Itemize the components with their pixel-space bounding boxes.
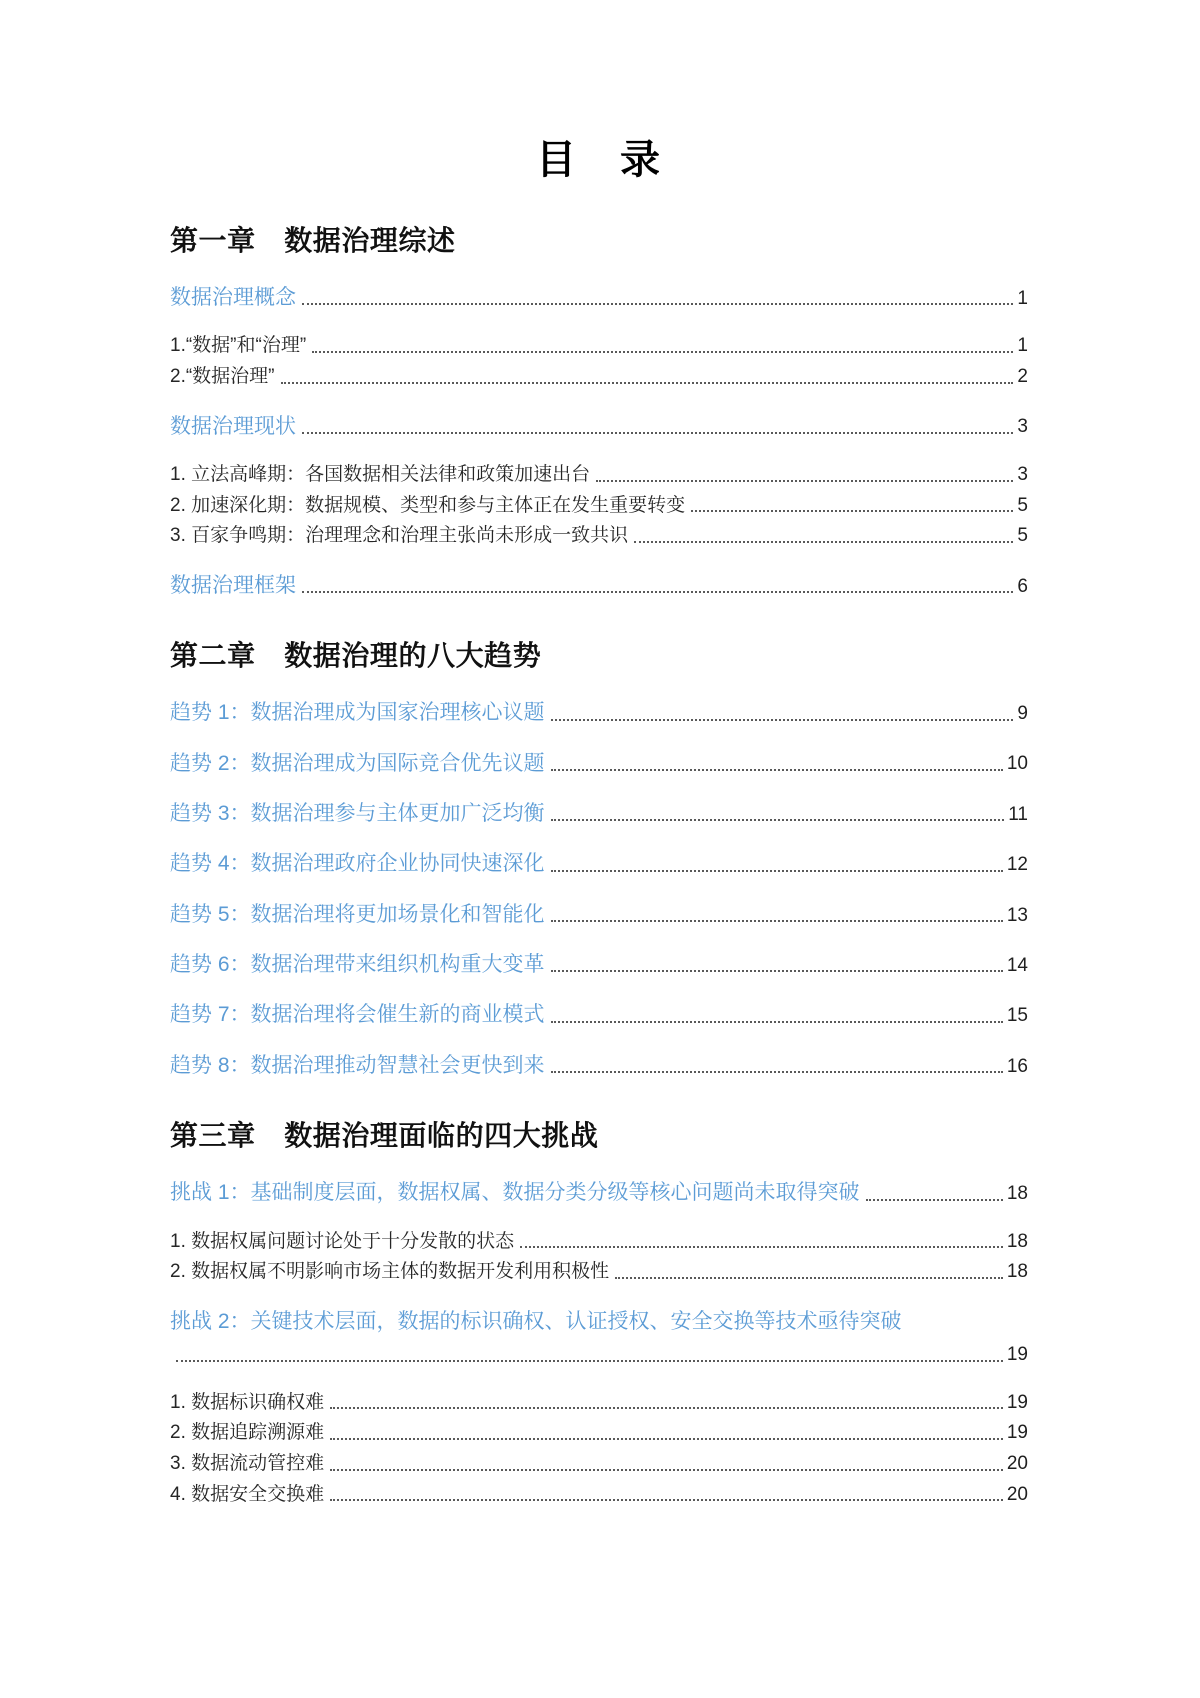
dot-leader [596,480,1013,482]
dot-leader [312,351,1013,353]
toc-entry-page: 19 [1006,1391,1028,1413]
toc-entry-page: 6 [1017,575,1028,597]
toc-entry-page: 18 [1006,1230,1028,1252]
toc-entry[interactable] [170,523,1028,550]
dot-leader [302,591,1013,593]
toc-entry[interactable] [170,412,1028,441]
toc-entry[interactable] [170,1229,1028,1256]
toc-entry-label: 数据治理框架 [170,573,296,597]
toc-entry-label: 趋势 3：数据治理参与主体更加广泛均衡 [170,801,545,825]
toc-entry-label: 1.“数据”和“治理” [170,335,307,357]
toc-entry-label: 1. 数据标识确权难 [170,1391,325,1413]
toc-entry[interactable] [170,1420,1028,1447]
toc-sections [170,219,1028,1508]
toc-entry-page: 19 [1006,1344,1028,1366]
toc-entry-page: 3 [1017,416,1028,438]
toc-entry-label: 趋势 2：数据治理成为国际竞合优先议题 [170,751,545,775]
toc-entry-page: 5 [1017,525,1028,547]
toc-entry-text-line [170,1307,1028,1336]
toc-entry-page: 18 [1006,1183,1028,1205]
toc-entry[interactable] [170,364,1028,391]
toc-entry-label: 3. 百家争鸣期：治理理念和治理主张尚未形成一致共识 [170,525,629,547]
toc-entry-page: 20 [1006,1453,1028,1475]
dot-leader [551,1021,1003,1023]
toc-entry[interactable] [170,493,1028,520]
toc-entry-label: 2.“数据治理” [170,365,275,387]
toc-entry-page: 13 [1006,904,1028,926]
toc-entry-page: 20 [1006,1483,1028,1505]
toc-entry-label: 1. 数据权属问题讨论处于十分发散的状态 [170,1230,515,1252]
chapter-heading: 第一章 数据治理综述 [170,225,456,256]
toc-entry-label: 趋势 4：数据治理政府企业协同快速深化 [170,852,545,876]
dot-leader [330,1469,1003,1471]
toc-entry[interactable] [170,571,1028,600]
toc-entry-label: 趋势 8：数据治理推动智慧社会更快到来 [170,1053,545,1077]
dot-leader [551,920,1003,922]
toc-entry-label: 3. 数据流动管控难 [170,1453,325,1475]
dot-leader [302,303,1013,305]
dot-leader [615,1277,1003,1279]
toc-entry-label: 2. 数据追踪溯源难 [170,1422,325,1444]
toc-entry-label: 趋势 1：数据治理成为国家治理核心议题 [170,701,545,725]
toc-entry[interactable] [170,1259,1028,1286]
dot-leader [551,1071,1003,1073]
toc-entry[interactable] [170,462,1028,489]
toc-entry-page: 2 [1017,365,1028,387]
toc-entry-label: 1. 立法高峰期：各国数据相关法律和政策加速出台 [170,463,591,485]
dot-leader [551,870,1003,872]
toc-entry-label: 数据治理概念 [170,286,296,309]
toc-entry-label: 2. 数据权属不明影响市场主体的数据开发利用积极性 [170,1261,610,1283]
dot-leader [866,1199,1003,1201]
toc-entry[interactable] [170,1482,1028,1509]
toc-entry[interactable] [170,1051,1028,1080]
toc-entry-page: 18 [1006,1261,1028,1283]
dot-leader [551,819,1005,821]
toc-entry-page: 10 [1006,753,1028,775]
toc-entry[interactable] [170,900,1028,929]
toc-section [170,1114,1028,1508]
toc-entry[interactable] [170,1178,1028,1207]
toc-entry[interactable] [170,333,1028,360]
toc-entry[interactable] [170,950,1028,979]
page-title: 目 录 [536,138,662,182]
toc-entry[interactable] [170,1451,1028,1478]
toc-entry-page: 1 [1017,287,1028,309]
dot-leader [551,719,1014,721]
toc-entry-page: 3 [1017,463,1028,485]
dot-leader [691,510,1013,512]
chapter-heading: 第二章 数据治理的八大趋势 [170,640,542,672]
toc-entry-page: 19 [1006,1422,1028,1444]
dot-leader [302,432,1013,434]
toc-entry-label: 数据治理现状 [170,414,296,438]
toc-entry[interactable] [170,698,1028,727]
toc-entry-page: 12 [1006,854,1028,876]
toc-section [170,634,1028,1080]
toc-entry-page: 5 [1017,494,1028,516]
toc-entry[interactable] [170,1307,1028,1369]
toc-entry-leader-line [170,1342,1028,1369]
dot-leader [520,1246,1003,1248]
toc-entry[interactable] [170,849,1028,878]
toc-section [170,219,1028,600]
toc-entry-label: 趋势 7：数据治理将会催生新的商业模式 [170,1003,545,1027]
dot-leader [330,1499,1003,1501]
chapter-heading: 第三章 数据治理面临的四大挑战 [170,1120,599,1152]
toc-entry[interactable] [170,799,1028,828]
toc-entry[interactable] [170,1000,1028,1029]
dot-leader [551,970,1003,972]
dot-leader [281,382,1014,384]
dot-leader [551,769,1003,771]
toc-entry-page: 15 [1006,1005,1028,1027]
toc-entry-label: 挑战 2：关键技术层面，数据的标识确权、认证授权、安全交换等技术亟待突破 [170,1309,902,1333]
dot-leader [330,1407,1003,1409]
toc-entry-label: 2. 加速深化期：数据规模、类型和参与主体正在发生重要转变 [170,494,686,516]
toc-entry[interactable] [170,1390,1028,1417]
toc-entry[interactable] [170,749,1028,778]
toc-entry-label: 挑战 1：基础制度层面，数据权属、数据分类分级等核心问题尚未取得突破 [170,1181,860,1205]
dot-leader [176,1360,1003,1362]
toc-entry-label: 趋势 5：数据治理将更加场景化和智能化 [170,902,545,926]
toc-entry-page: 16 [1006,1055,1028,1077]
toc-entry[interactable] [170,283,1028,312]
dot-leader [634,541,1013,543]
dot-leader [330,1438,1003,1440]
toc-entry-page: 14 [1006,954,1028,976]
toc-entry-page: 1 [1017,335,1028,357]
toc-entry-page: 9 [1017,702,1028,724]
toc-entry-label: 趋势 6：数据治理带来组织机构重大变革 [170,953,545,977]
toc-entry-page: 11 [1008,803,1028,825]
toc-entry-label: 4. 数据安全交换难 [170,1483,325,1505]
